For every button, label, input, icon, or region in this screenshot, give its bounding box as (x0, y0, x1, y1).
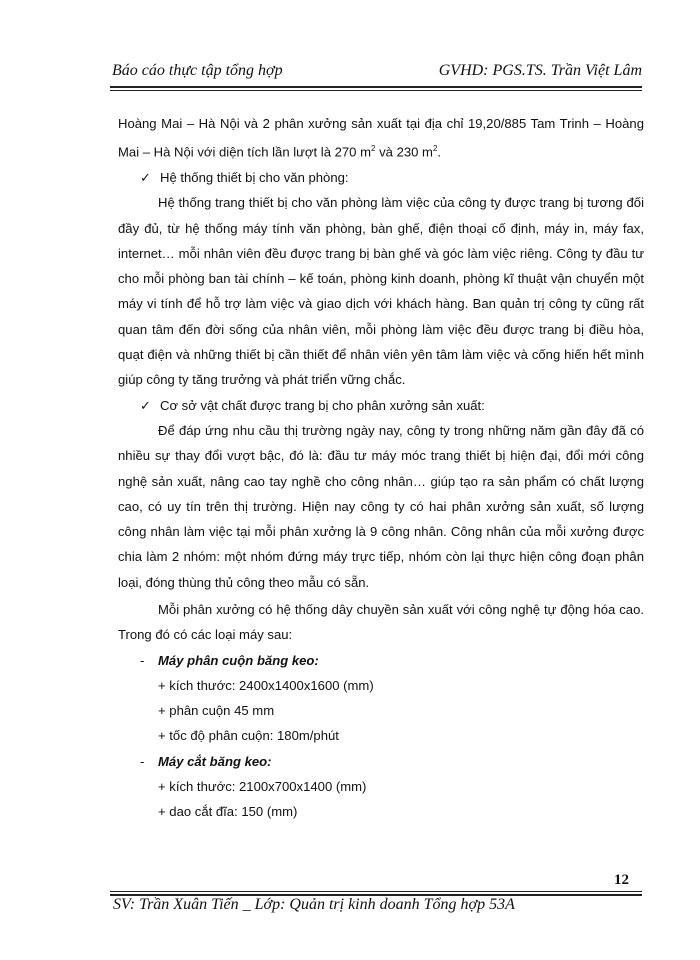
machine-tape-cutter: - Máy cắt băng keo: (118, 749, 644, 774)
check-icon: ✓ (140, 397, 151, 413)
paragraph-factory-facilities: Để đáp ứng nhu cầu thị trường ngày nay, công ty trong những năm gần đây đã có nhiều sự thay đổi vượt bậc, đó là: đầu tư máy móc trang thiết bị hiện đại, đổi mới công nghệ sản xuất, nâng cao tay nghề cho công nhân… giúp tạo ra sản phẩm có chất lượng cao, có uy tín trên thị trường. Hiện nay công ty có hai phân xưởng sản xuất, số lượng công nhân làm việc tại mỗi phân xưởng là 9 công nhân. Công nhân của mỗi xưởng được chia làm 2 nhóm: một nhóm đứng máy trực tiếp, nhóm còn lại thực hiện công đoạn phân loại, đóng thùng thủ công theo mẫu có sẵn. (118, 422, 644, 590)
paragraph-production-line: Mỗi phân xưởng có hệ thống dây chuyền sản xuất với công nghệ tự động hóa cao. Trong đó có các loại máy sau: (118, 602, 644, 643)
dash-bullet: - (140, 753, 145, 769)
machine-detail: + dao cắt đĩa: 150 (mm) (158, 804, 298, 820)
page-header (112, 62, 642, 84)
check-icon: ✓ (140, 169, 151, 185)
header-report-title: Báo cáo thực tập tổng hợp (112, 62, 283, 79)
machine-detail: + tốc độ phân cuộn: 180m/phút (158, 728, 339, 744)
dash-bullet: - (140, 652, 145, 668)
paragraph-location: Hoàng Mai – Hà Nội và 2 phân xưởng sản xuất tại địa chỉ 19,20/885 Tam Trinh – Hoàng Mai – Hà Nội với diện tích lần lượt là 270 $m^2$ và 230 $m^2$. (118, 116, 644, 160)
machine-detail: + kích thước: 2100x700x1400 (mm) (158, 779, 367, 795)
machine-detail: + phân cuộn 45 mm (158, 703, 275, 719)
section-office-equipment: ✓ Hệ thống thiết bị cho văn phòng: (118, 165, 644, 190)
machine-roll-splitter: - Máy phân cuộn băng keo: (118, 648, 644, 673)
section-factory-facilities: ✓ Cơ sở vật chất được trang bị cho phân xưởng sản xuất: (118, 393, 644, 418)
page-body (118, 111, 644, 825)
header-supervisor: GVHD: PGS.TS. Trần Việt Lâm (438, 62, 642, 79)
page-number: 12 (614, 872, 629, 888)
paragraph-office-equipment: Hệ thống trang thiết bị cho văn phòng làm việc của công ty được trang bị tương đối đầy đủ, từ hệ thống máy tính văn phòng, bàn ghế, điện thoại cố định, máy in, máy fax, internet… mỗi nhân viên đều được trang bị bàn ghế và góc làm việc riêng. Công ty đầu tư cho mỗi phòng ban tài chính – kế toán, phòng kinh doanh, phòng kĩ thuật vận chuyển một máy vi tính để hỗ trợ làm việc và giao dịch với khách hàng. Ban quản trị công ty cũng rất quan tâm đến đời sống của nhân viên, mỗi phòng làm việc đều được trang bị điều hòa, quạt điện và những thiết bị cần thiết để nhân viên yên tâm làm việc và cống hiến hết mình giúp công ty tăng trưởng và phát triển vững chắc. (118, 195, 644, 388)
machine-detail: + kích thước: 2400x1400x1600 (mm) (158, 677, 374, 693)
header-rule (110, 86, 642, 91)
page-footer: SV: Trần Xuân Tiến _ Lớp: Quản trị kinh doanh Tổng hợp 53A (113, 896, 515, 913)
